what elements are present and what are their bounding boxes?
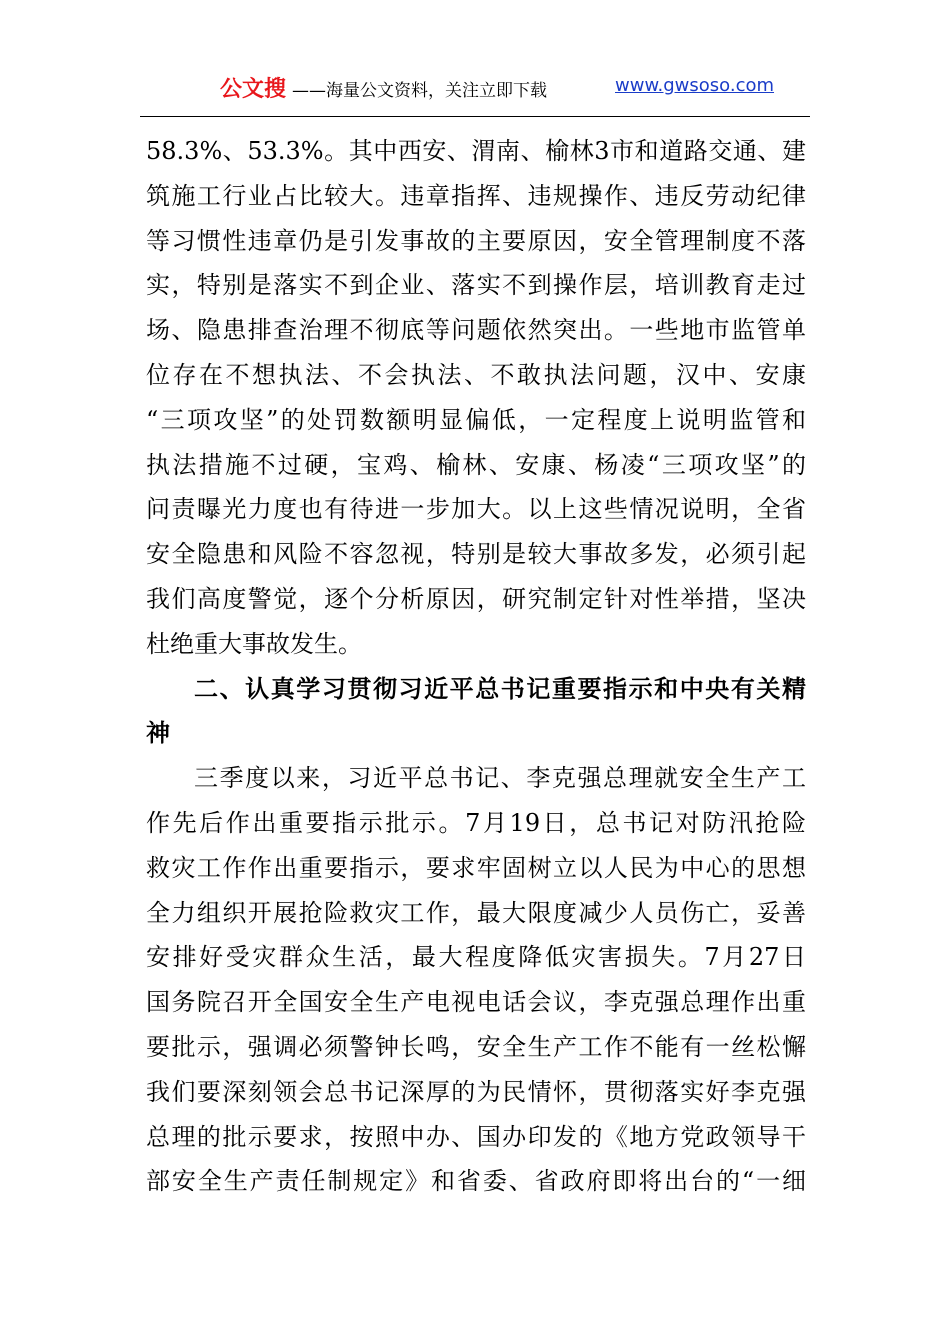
section-heading: 神 xyxy=(146,718,170,748)
text-line: 场、隐患排查治理不彻底等问题依然突出。一些地市监管单 xyxy=(146,316,806,345)
text-line: 全力组织开展抢险救灾工作，最大限度减少人员伤亡，妥善 xyxy=(146,898,806,927)
text-line: 位存在不想执法、不会执法、不敢执法问题，汉中、安康 xyxy=(146,360,806,389)
text-line: 国务院召开全国安全生产电视电话会议，李克强总理作出重 xyxy=(146,988,806,1017)
text-line: 要批示，强调必须警钟长鸣，安全生产工作不能有一丝松懈 xyxy=(146,1032,806,1061)
text-line: 我们要深刻领会总书记深厚的为民情怀，贯彻落实好李克强 xyxy=(146,1077,806,1106)
text-line: 问责曝光力度也有待进一步加大。以上这些情况说明，全省 xyxy=(146,495,806,524)
text-line: 执法措施不过硬，宝鸡、榆林、安康、杨凌“三项攻坚”的 xyxy=(146,450,806,479)
text-line: “三项攻坚”的处罚数额明显偏低，一定程度上说明监管和 xyxy=(146,405,806,434)
brand-logo-text: 公文搜 xyxy=(220,77,287,102)
text-line: 安全隐患和风险不容忽视，特别是较大事故多发，必须引起 xyxy=(146,540,806,569)
text-line: 总理的批示要求，按照中办、国办印发的《地方党政领导干 xyxy=(146,1122,806,1151)
text-line: 杜绝重大事故发生。 xyxy=(146,629,362,658)
header-slogan: ——海量公文资料，关注立即下载 xyxy=(292,81,547,101)
text-line: 筑施工行业占比较大。违章指挥、违规操作、违反劳动纪律 xyxy=(146,181,806,210)
text-line: 58.3%、53.3%。其中西安、渭南、榆林3市和道路交通、建 xyxy=(146,137,806,165)
text-line: 三季度以来，习近平总书记、李克强总理就安全生产工 xyxy=(194,764,806,793)
text-line: 安排好受灾群众生活，最大程度降低灾害损失。7月27日 xyxy=(146,943,806,972)
document-body xyxy=(146,129,806,1204)
text-line: 救灾工作作出重要指示，要求牢固树立以人民为中心的思想 xyxy=(146,853,806,882)
text-line: 等习惯性违章仍是引发事故的主要原因，安全管理制度不落 xyxy=(146,226,806,255)
section-heading: 二、认真学习贯彻习近平总书记重要指示和中央有关精 xyxy=(194,673,806,703)
text-line: 作先后作出重要指示批示。7月19日，总书记对防汛抢险 xyxy=(146,808,806,837)
text-line: 部安全生产责任制规定》和省委、省政府即将出台的“一细 xyxy=(146,1167,806,1196)
text-line: 实，特别是落实不到企业、落实不到操作层，培训教育走过 xyxy=(146,271,806,300)
text-line: 我们高度警觉，逐个分析原因，研究制定针对性举措，坚决 xyxy=(146,584,806,613)
site-link[interactable]: www.gwsoso.com xyxy=(615,75,775,96)
header-divider xyxy=(140,116,810,117)
page-header xyxy=(140,72,810,104)
